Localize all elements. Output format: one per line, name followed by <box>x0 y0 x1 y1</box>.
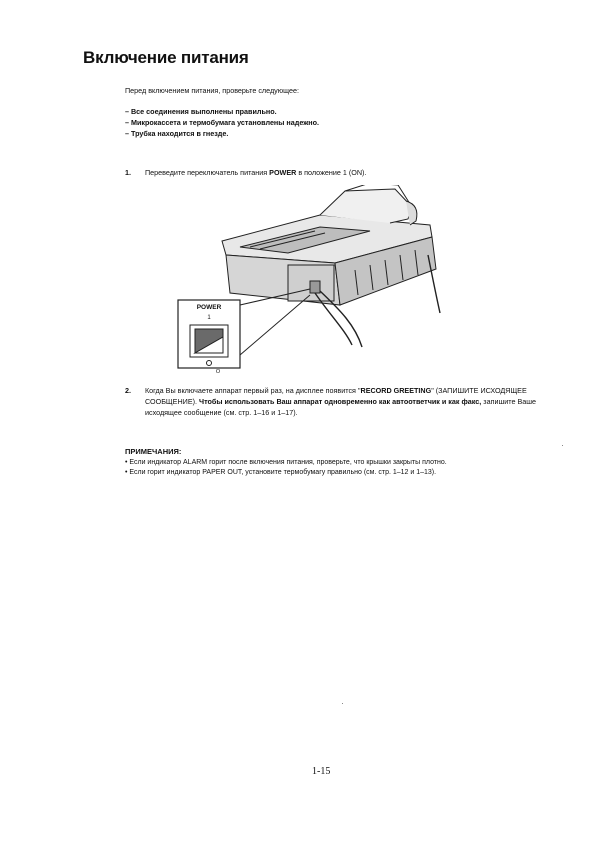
step-text-bold: Чтобы использовать Ваш аппарат одновременно как автоответчик и как факс, <box>199 397 482 406</box>
note-item: • Если горит индикатор PAPER OUT, установите термобумагу правильно (см. стр. 1–12 и 1–13). <box>125 469 437 476</box>
checklist-item: – Микрокассета и термобумага установлены надежно. <box>125 118 320 127</box>
step-number: 1. <box>125 168 131 177</box>
switch-label: POWER <box>196 304 222 311</box>
notes-list <box>125 458 447 478</box>
step-text-part: Когда Вы включаете аппарат первый раз, на дисплее появится " <box>145 386 361 395</box>
fax-machine-drawing <box>170 185 460 380</box>
step-text-part: Переведите переключатель питания <box>145 168 270 177</box>
step-text <box>145 385 565 418</box>
checklist-item: – Все соединения выполнены правильно. <box>125 107 277 116</box>
notes-heading: ПРИМЕЧАНИЯ: <box>125 447 182 456</box>
scan-speck <box>562 445 563 446</box>
scan-speck <box>342 703 343 704</box>
intro-text: Перед включением питания, проверьте следующее: <box>125 86 299 95</box>
page-title: Включение питания <box>83 48 249 67</box>
step-text <box>145 167 366 178</box>
record-greeting-bold: RECORD GREETING <box>360 386 432 395</box>
switch-on-mark: 1 <box>207 315 211 321</box>
fax-machine-illustration <box>170 185 460 380</box>
step-text-part: " (ЗАПИШИТЕ ИСХОДЯЩЕЕ СООБЩЕНИЕ). <box>145 386 527 406</box>
note-item: • Если индикатор ALARM горит после включения питания, проверьте, что крышки закрыты плотно. <box>125 459 447 466</box>
checklist-item: – Трубка находится в гнезде. <box>125 129 229 138</box>
power-label-bold: POWER <box>269 168 297 177</box>
step-text-part: в положение 1 (ON). <box>296 168 367 177</box>
step-text-part: запишите Ваше исходящее сообщение (см. стр. 1–16 и 1–17). <box>145 397 537 417</box>
checklist <box>125 106 319 139</box>
step-number: 2. <box>125 386 131 395</box>
step-2 <box>125 385 565 425</box>
switch-off-mark: O <box>215 369 221 375</box>
page-number: 1-15 <box>312 766 331 777</box>
